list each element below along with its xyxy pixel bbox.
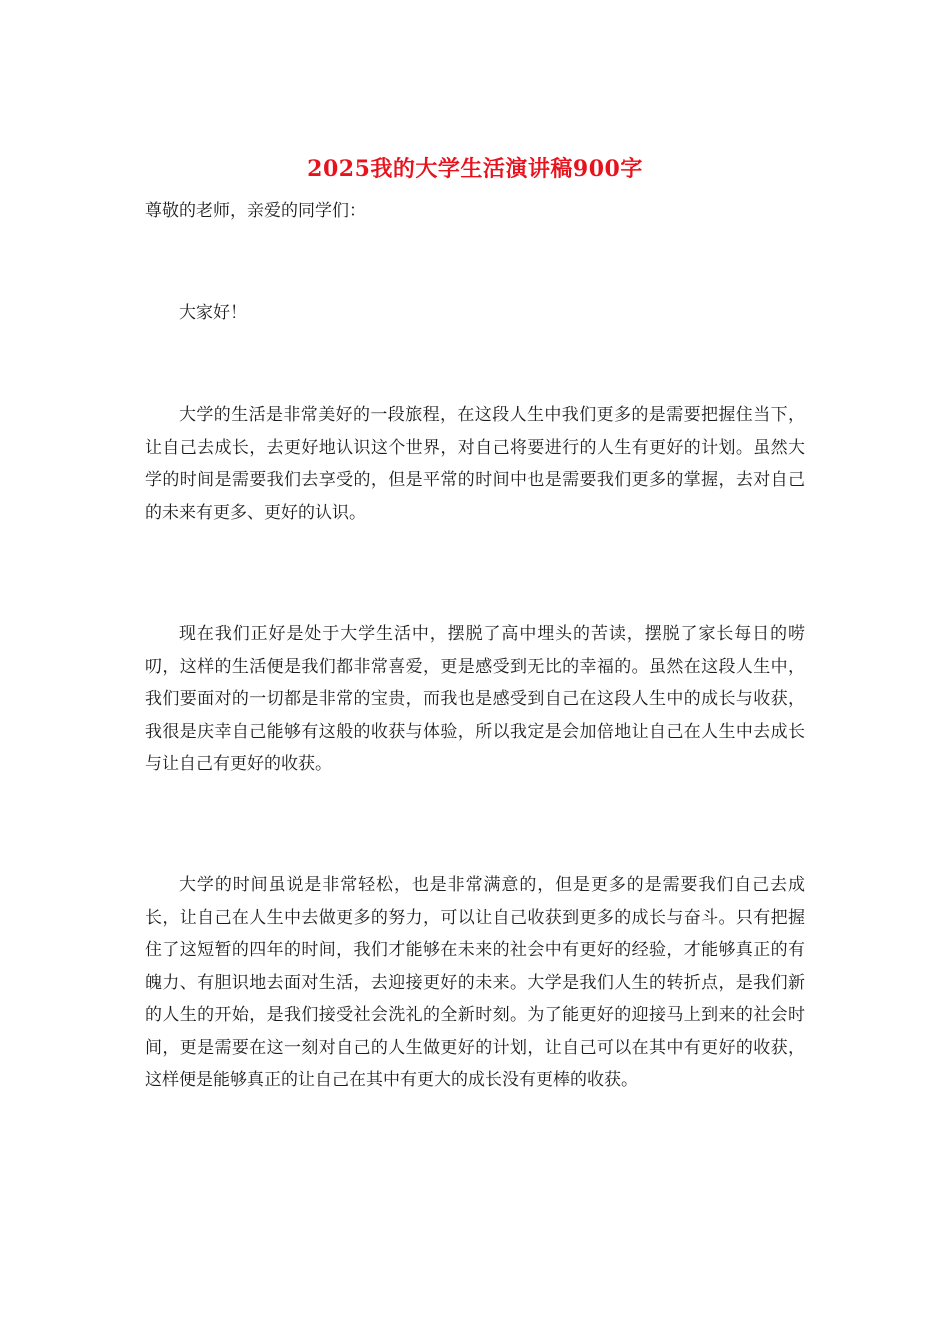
document-title: 2025我的大学生活演讲稿900字 bbox=[307, 156, 643, 182]
body-paragraph-2: 现在我们正好是处于大学生活中，摆脱了高中埋头的苦读，摆脱了家长每日的唠叨，这样的生活便是我们都非常喜爱，更是感受到无比的幸福的。虽然在这段人生中，我们要面对的一切都是非常的宝贵，而我也是感受到自己在这段人生中的成长与收获，我很是庆幸自己能够有这般的收获与体验，所以我定是会加倍地让自己在人生中去成长与让自己有更好的收获。 bbox=[145, 624, 805, 774]
body-paragraph-3: 大学的时间虽说是非常轻松，也是非常满意的，但是更多的是需要我们自己去成长，让自己在人生中去做更多的努力，可以让自己收获到更多的成长与奋斗。只有把握住了这短暂的四年的时间，我们才能够在未来的社会中有更好的经验，才能够真正的有魄力、有胆识地去面对生活，去迎接更好的未来。大学是我们人生的转折点，是我们新的人生的开始，是我们接受社会洗礼的全新时刻。为了能更好的迎接马上到来的社会时间，更是需要在这一刻对自己的人生做更好的计划，让自己可以在其中有更好的收获，这样便是能够真正的让自己在其中有更大的成长没有更棒的收获。 bbox=[145, 875, 805, 1090]
greeting-paragraph: 大家好！ bbox=[179, 303, 247, 323]
salutation: 尊敬的老师，亲爱的同学们： bbox=[145, 201, 366, 221]
body-paragraph-1: 大学的生活是非常美好的一段旅程，在这段人生中我们更多的是需要把握住当下，让自己去成长，去更好地认识这个世界，对自己将要进行的人生有更好的计划。虽然大学的时间是需要我们去享受的，但是平常的时间中也是需要我们更多的掌握，去对自己的未来有更多、更好的认识。 bbox=[145, 405, 805, 523]
